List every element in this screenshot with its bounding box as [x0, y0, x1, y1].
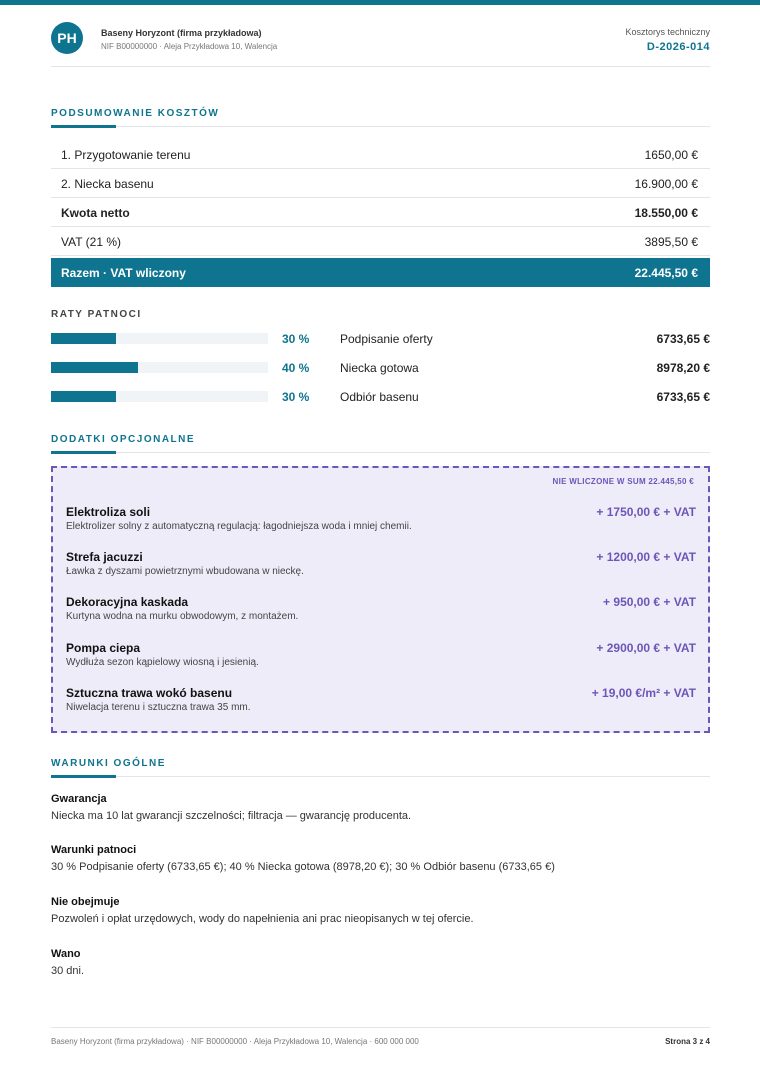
installments-title: RATY PATNOCI: [51, 309, 142, 320]
installment-bar: [51, 391, 268, 402]
installment-amount: 8978,20 €: [656, 361, 710, 375]
page-footer: [51, 1027, 710, 1047]
installment-row: [51, 390, 710, 404]
term-item: [51, 948, 710, 977]
addon-item: [66, 550, 696, 586]
addon-price: + 2900,00 € + VAT: [596, 641, 696, 655]
installment-amount: 6733,65 €: [656, 332, 710, 346]
addon-name: Sztuczna trawa wokó basenu: [66, 686, 233, 700]
installment-row: [51, 332, 710, 346]
installment-label: Niecka gotowa: [340, 361, 419, 375]
term-item: [51, 844, 710, 873]
addon-item: [66, 641, 696, 677]
installment-bar: [51, 333, 268, 344]
installment-percent: 40 %: [282, 361, 310, 375]
addon-price: + 1750,00 € + VAT: [596, 505, 696, 519]
installment-bar: [51, 362, 268, 373]
total-row: [51, 258, 710, 287]
addon-description: Ławka z dyszami powietrznymi wbudowana w nieckę.: [66, 566, 304, 577]
installment-amount: 6733,65 €: [656, 390, 710, 404]
term-item: [51, 896, 710, 925]
installment-row: [51, 361, 710, 375]
addon-item: [66, 686, 696, 722]
company-name: Baseny Horyzont (firma przykładowa): [101, 28, 262, 38]
installment-bar-fill: [51, 391, 116, 402]
installment-bar-fill: [51, 362, 138, 373]
installment-bar-fill: [51, 333, 116, 344]
term-text: 30 % Podpisanie oferty (6733,65 €); 40 % Niecka gotowa (8978,20 €); 30 % Odbiór basenu (6733,65 €): [51, 861, 555, 873]
cost-row: [51, 169, 710, 198]
addon-name: Dekoracyjna kaskada: [66, 595, 189, 609]
addon-price: + 19,00 €/m² + VAT: [591, 686, 696, 700]
section-title-costs: PODSUMOWANIE KOSZTÓW: [51, 108, 710, 127]
term-item: [51, 793, 710, 822]
vat-row: [51, 227, 710, 256]
installment-percent: 30 %: [282, 390, 310, 404]
addon-name: Strefa jacuzzi: [66, 550, 143, 564]
document-id: D-2026-014: [646, 41, 710, 53]
document-type: Kosztorys techniczny: [625, 27, 710, 37]
cost-row-value: 3895,50 €: [644, 235, 698, 249]
addon-item: [66, 505, 696, 541]
addon-name: Pompa ciepa: [66, 641, 141, 655]
net-amount-row: [51, 198, 710, 227]
addon-description: Elektrolizer solny z automatyczną regulacją: łagodniejsza woda i mniej chemii.: [66, 521, 412, 532]
cost-row-value: 18.550,00 €: [634, 206, 698, 220]
cost-row-label: 1. Przygotowanie terenu: [61, 148, 191, 162]
total-label: Razem · VAT wliczony: [61, 266, 186, 280]
addon-item: [66, 595, 696, 631]
document-header: [51, 21, 710, 67]
term-heading: Gwarancja: [51, 793, 107, 805]
addon-price: + 1200,00 € + VAT: [596, 550, 696, 564]
top-accent-bar: [0, 0, 760, 5]
section-title-options: DODATKI OPCJONALNE: [51, 434, 710, 453]
term-heading: Nie obejmuje: [51, 896, 120, 908]
cost-row-value: 1650,00 €: [644, 148, 698, 162]
installment-label: Odbiór basenu: [340, 390, 419, 404]
term-heading: Warunki patnoci: [51, 844, 137, 856]
optional-addons-box: [51, 466, 710, 733]
addon-description: Wydłuża sezon kąpielowy wiosną i jesienią.: [66, 657, 259, 668]
term-text: Niecka ma 10 lat gwarancji szczelności; filtracja — gwarancję producenta.: [51, 810, 412, 822]
addon-description: Kurtyna wodna na murku obwodowym, z montażem.: [66, 611, 299, 622]
cost-row-label: Kwota netto: [61, 206, 130, 220]
cost-row: [51, 140, 710, 169]
installment-percent: 30 %: [282, 332, 310, 346]
section-title-terms: WARUNKI OGÓLNE: [51, 758, 710, 777]
page-number: Strona 3 z 4: [665, 1037, 710, 1046]
company-logo: PH: [51, 22, 83, 54]
cost-row-value: 16.900,00 €: [634, 177, 698, 191]
total-value: 22.445,50 €: [634, 266, 698, 280]
addon-name: Elektroliza soli: [66, 505, 151, 519]
addon-price: + 950,00 € + VAT: [603, 595, 696, 609]
installment-label: Podpisanie oferty: [340, 332, 433, 346]
term-text: Pozwoleń i opłat urzędowych, wody do napełnienia ani prac nieopisanych w tej ofercie.: [51, 913, 474, 925]
cost-row-label: VAT (21 %): [61, 235, 122, 249]
term-heading: Wano: [51, 948, 81, 960]
company-details: NIF B00000000 · Aleja Przykładowa 10, Walencja: [101, 42, 278, 51]
term-text: 30 dni.: [51, 965, 85, 977]
footer-company-info: Baseny Horyzont (firma przykładowa) · NIF B00000000 · Aleja Przykładowa 10, Walencja · 600 000 000: [51, 1037, 419, 1046]
addon-description: Niwelacja terenu i sztuczna trawa 35 mm.: [66, 702, 251, 713]
options-note: NIE WLICZONE W SUM 22.445,50 €: [552, 477, 694, 486]
cost-row-label: 2. Niecka basenu: [61, 177, 154, 191]
